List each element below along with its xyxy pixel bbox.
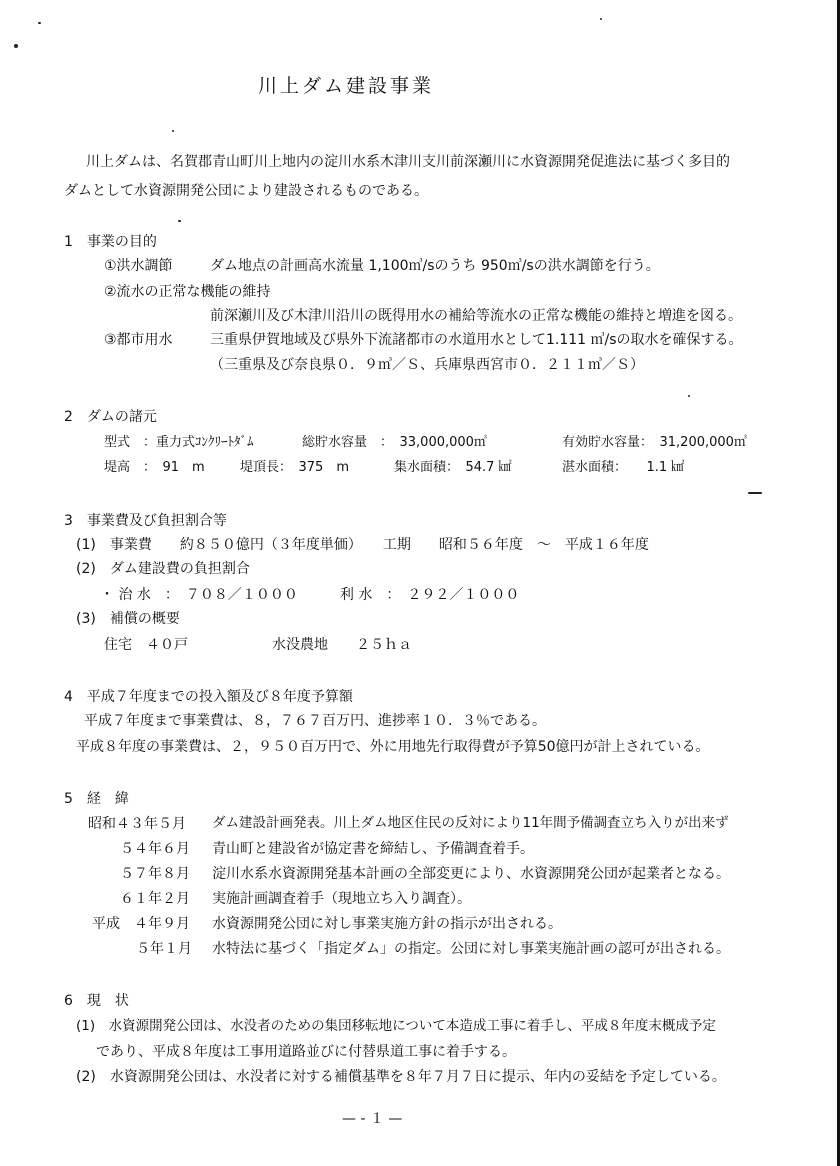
purpose-water-label: ③都市用水 (104, 332, 173, 348)
history-text: 水資源開発公団に対し事業実施方針の指示が出される。 (212, 916, 562, 932)
scan-speck (688, 395, 690, 397)
spec-height: 堤高 ： 91 m (104, 460, 205, 475)
history-date: 平成 ４年９月 (92, 916, 190, 932)
section-4-heading: 4 平成７年度までの投入額及び８年度予算額 (64, 689, 353, 705)
scan-speck (38, 22, 41, 24)
scan-speck (600, 18, 602, 20)
history-date: ６１年２月 (120, 891, 190, 907)
section-1-heading: 1 事業の目的 (64, 234, 157, 250)
status-item-1-line-2: であり、平成８年度は工事用道路並びに付替県道工事に着手する。 (96, 1044, 516, 1060)
section-2-heading: 2 ダムの諸元 (64, 409, 157, 425)
history-date: ５７年８月 (120, 866, 190, 882)
intro-line-2: ダムとして水資源開発公団により建設されるものである。 (64, 183, 428, 199)
page-title: 川上ダム建設事業 (258, 75, 435, 97)
scan-speck (172, 130, 174, 132)
status-item-2: (2) 水資源開発公団は、水没者に対する補償基準を８年７月７日に提示、年内の妥結を予定している。 (76, 1069, 726, 1085)
purpose-flow-text: 前深瀬川及び木津川沿川の既得用水の補給等流水の正常な機能の維持と増進を図る。 (210, 308, 742, 324)
history-text: 水特法に基づく「指定ダム」の指定。公団に対し事業実施計画の認可が出される。 (212, 941, 730, 957)
purpose-flow-label: ②流水の正常な機能の維持 (104, 284, 271, 300)
purpose-flood-label: ①洪水調節 (104, 258, 173, 274)
history-date: ５年１月 (136, 941, 192, 957)
spec-total-storage: 総貯水容量 ： 33,000,000㎥ (302, 435, 487, 450)
cost-share-heading: (2) ダム建設費の負担割合 (76, 561, 250, 577)
history-text: ダム建設計画発表。川上ダム地区住民の反対により11年間予備調査立ち入りが出来ず (212, 815, 729, 831)
history-text: 実施計画調査着手（現地立ち入り調査）。 (212, 891, 471, 907)
compensation-heading: (3) 補償の概要 (76, 611, 180, 627)
cost-share: ・ 治 水 ： ７０８／１０００ 利 水 ： ２９２／１０００ (100, 587, 520, 603)
purpose-water-text: 三重県伊賀地域及び県外下流諸都市の水道用水として1.111 ㎥/sの取水を確保する。 (210, 332, 743, 348)
purpose-water-note: （三重県及び奈良県０．９㎥／Ｓ、兵庫県西宮市０．２１１㎥／Ｓ） (210, 357, 644, 373)
purpose-flood-text: ダム地点の計画高水流量 1,100㎥/sのうち 950㎥/sの洪水調節を行う。 (210, 258, 660, 274)
history-date: 昭和４３年５月 (88, 816, 186, 832)
history-text: 青山町と建設省が協定書を締結し、予備調査着手。 (212, 841, 534, 857)
scan-speck (14, 44, 18, 48)
section-3-heading: 3 事業費及び負担割合等 (64, 513, 227, 529)
spec-type: 型式 ：重力式ｺﾝｸﾘｰﾄﾀﾞﾑ (104, 435, 254, 450)
budget-line-1: 平成７年度まで事業費は、８，７６７百万円、進捗率１０．３％である。 (84, 713, 546, 729)
spec-submerged: 湛水面積： 1.1 ㎢ (562, 460, 685, 475)
section-5-heading: 5 経 緯 (64, 791, 129, 807)
scan-speck (748, 492, 762, 494)
compensation-detail: 住宅 ４０戸 水没農地 ２５ｈａ (104, 637, 412, 653)
budget-line-2: 平成８年度の事業費は、２，９５０百万円で、外に用地先行取得費が予算50億円が計上されている。 (76, 739, 710, 755)
spec-crest: 堤頂長： 375 m (240, 460, 349, 475)
page-number: — ‐ １ — (342, 1111, 403, 1127)
spec-effective-storage: 有効貯水容量： 31,200,000㎥ (562, 435, 747, 450)
status-item-1-line-1: (1) 水資源開発公団は、水没者のための集団移転地について本造成工事に着手し、平成８年度末概成予定 (76, 1018, 716, 1034)
history-text: 淀川水系水資源開発基本計画の全部変更により、水資源開発公団が起業者となる。 (212, 866, 730, 882)
spec-catchment: 集水面積： 54.7 ㎢ (394, 460, 512, 475)
section-6-heading: 6 現 状 (64, 993, 129, 1009)
history-date: ５４年６月 (120, 841, 190, 857)
scan-speck (178, 220, 181, 222)
intro-line-1: 川上ダムは、名賀郡青山町川上地内の淀川水系木津川支川前深瀬川に水資源開発促進法に基づく多目的 (86, 154, 730, 170)
project-cost: (1) 事業費 約８５０億円（３年度単価） 工期 昭和５６年度 ～ 平成１６年度 (76, 537, 649, 553)
